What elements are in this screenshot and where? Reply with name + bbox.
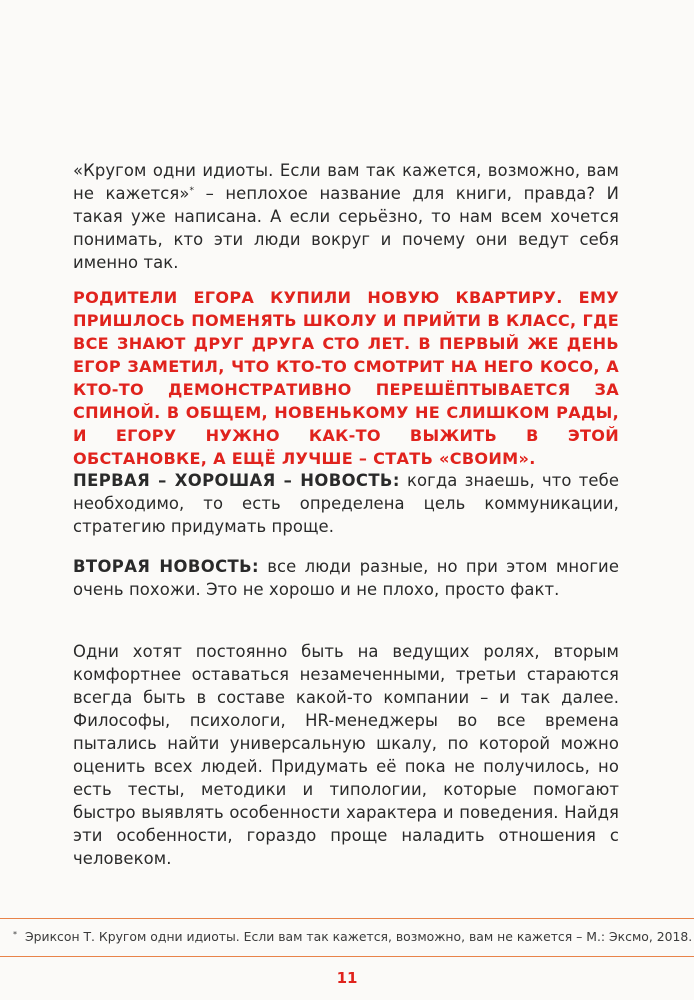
footnote-mark: * bbox=[13, 930, 17, 939]
footnote-divider-top bbox=[0, 918, 694, 919]
footnote-reference: * bbox=[189, 186, 195, 196]
second-news-text: все люди разные, но при этом многие очень похожи. Это не хорошо и не плохо, просто факт. bbox=[73, 557, 619, 599]
footnote-divider-bottom bbox=[0, 956, 694, 957]
first-news-lead: ПЕРВАЯ – ХОРОШАЯ – НОВОСТЬ: bbox=[73, 471, 400, 490]
intro-quote: «Кругом одни идиоты. Если вам так кажется, возможно, вам не кажется» bbox=[73, 161, 619, 203]
intro-paragraph bbox=[73, 159, 619, 274]
first-news-paragraph bbox=[73, 469, 619, 538]
page-number: 11 bbox=[336, 969, 358, 987]
intro-rest: – неплохое название для книги, правда? И такая уже написана. А если серьёзно, то нам всем хочется понимать, кто эти люди вокруг и почему они ведут себя именно так. bbox=[73, 184, 619, 272]
first-news-text: когда знаешь, что тебе необходимо, то есть определена цель коммуникации, стратегию придумать проще. bbox=[73, 471, 619, 536]
second-news-paragraph bbox=[73, 555, 619, 601]
body-paragraph: Одни хотят постоянно быть на ведущих ролях, вторым комфортнее оставаться незамеченными, третьи стараются всегда быть в составе какой-то компании – и так далее. Философы, психологи, HR-менеджеры во все времена пытались найти универсальную шкалу, по которой можно оценить всех людей. Придумать её пока не получилось, но есть тесты, методики и типологии, которые помогают быстро выявлять особенности характера и поведения. Найдя эти особенности, гораздо проще наладить отношения с человеком. bbox=[73, 642, 619, 868]
footnote-text: Эриксон Т. Кругом одни идиоты. Если вам так кажется, возможно, вам не кажется – М.: Эксмо, 2018. bbox=[25, 929, 693, 944]
highlight-paragraph: РОДИТЕЛИ ЕГОРА КУПИЛИ НОВУЮ КВАРТИРУ. ЕМУ ПРИШЛОСЬ ПОМЕНЯТЬ ШКОЛУ И ПРИЙТИ В КЛАСС, ГДЕ ВСЕ ЗНАЮТ ДРУГ ДРУГА СТО ЛЕТ. В ПЕРВЫЙ ЖЕ ДЕНЬ ЕГОР ЗАМЕТИЛ, ЧТО КТО-ТО СМОТРИТ НА НЕГО КОСО, А КТО-ТО ДЕМОНСТРАТИВНО ПЕРЕШЁПТЫВАЕТСЯ ЗА СПИНОЙ. В ОБЩЕМ, НОВЕНЬКОМУ НЕ СЛИШКОМ РАДЫ, И ЕГОРУ НУЖНО КАК-ТО ВЫЖИТЬ В ЭТОЙ ОБСТАНОВКЕ, А ЕЩЁ ЛУЧШЕ – СТАТЬ «СВОИМ». bbox=[73, 288, 619, 468]
footnote bbox=[13, 927, 693, 945]
second-news-lead: ВТОРАЯ НОВОСТЬ: bbox=[73, 557, 259, 576]
